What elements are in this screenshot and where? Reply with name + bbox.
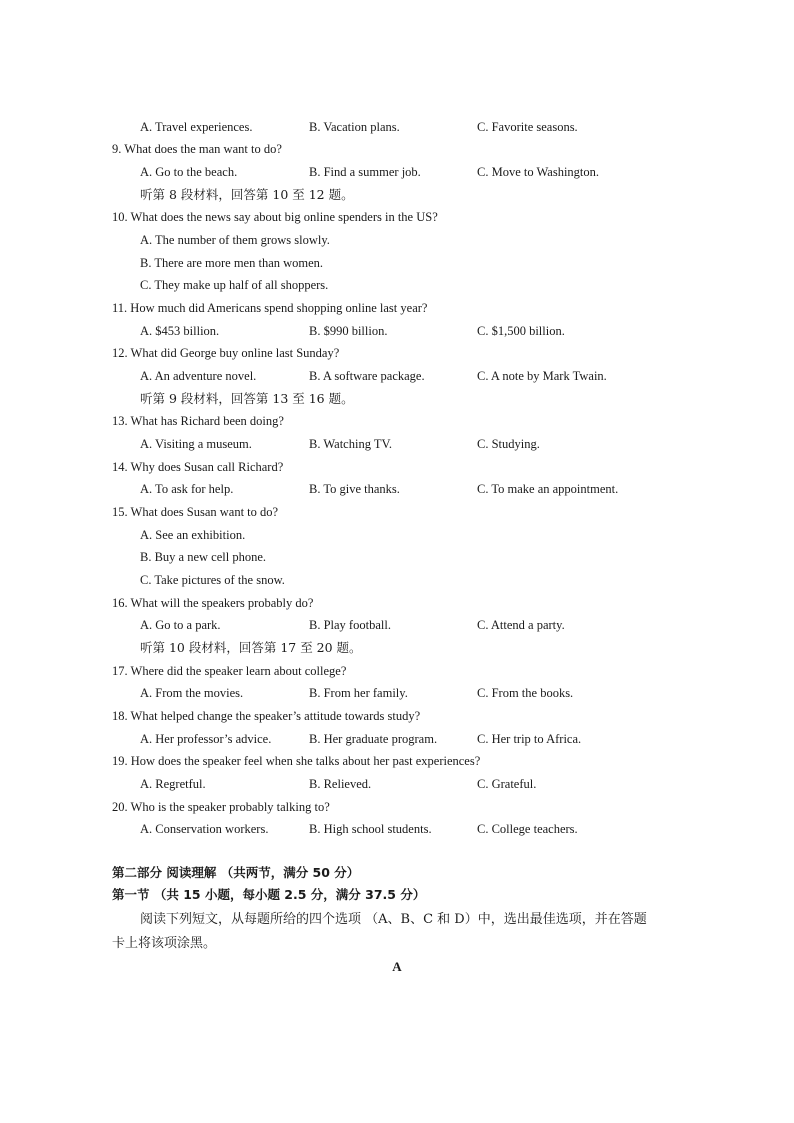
instruction-paragraph-line-1: 阅读下列短文，从每题所给的四个选项 （A、B、C 和 D）中，选出最佳选项，并在答题 xyxy=(140,912,647,927)
q14-option-b: B. To give thanks. xyxy=(309,482,400,496)
q9-option-b: B. Find a summer job. xyxy=(309,165,421,179)
instruction-material-8: 听第 8 段材料，回答第 10 至 12 题。 xyxy=(140,187,354,202)
q20-option-c: C. College teachers. xyxy=(477,822,578,836)
question-18: 18. What helped change the speaker’s attitude towards study? xyxy=(112,709,421,723)
q17-option-b: B. From her family. xyxy=(309,686,408,700)
question-20: 20. Who is the speaker probably talking to? xyxy=(112,800,330,814)
instruction-material-9: 听第 9 段材料，回答第 13 至 16 题。 xyxy=(140,391,354,406)
q19-option-c: C. Grateful. xyxy=(477,777,537,791)
q10-option-b: B. There are more men than women. xyxy=(140,256,324,270)
q13-option-c: C. Studying. xyxy=(477,437,540,451)
q12-option-b: B. A software package. xyxy=(309,369,425,383)
question-9: 9. What does the man want to do? xyxy=(112,142,282,156)
q19-option-b: B. Relieved. xyxy=(309,777,372,791)
q20-option-a: A. Conservation workers. xyxy=(140,822,269,836)
section-1-heading: 第一节 （共 15 小题，每小题 2.5 分，满分 37.5 分） xyxy=(112,887,426,902)
part-2-heading: 第二部分 阅读理解 （共两节，满分 50 分） xyxy=(112,865,360,880)
q17-option-c: C. From the books. xyxy=(477,686,574,700)
q8-option-c: C. Favorite seasons. xyxy=(477,120,578,134)
question-13: 13. What has Richard been doing? xyxy=(112,414,284,428)
q18-option-b: B. Her graduate program. xyxy=(309,732,438,746)
q9-option-a: A. Go to the beach. xyxy=(140,165,238,179)
q14-option-c: C. To make an appointment. xyxy=(477,482,619,496)
q12-option-c: C. A note by Mark Twain. xyxy=(477,369,607,383)
q10-option-c: C. They make up half of all shoppers. xyxy=(140,278,329,292)
q20-option-b: B. High school students. xyxy=(309,822,432,836)
q16-option-a: A. Go to a park. xyxy=(140,618,221,632)
question-16: 16. What will the speakers probably do? xyxy=(112,596,314,610)
q13-option-a: A. Visiting a museum. xyxy=(140,437,252,451)
q18-option-c: C. Her trip to Africa. xyxy=(477,732,582,746)
instruction-paragraph-line-2: 卡上将该项涂黑。 xyxy=(112,936,217,951)
q14-option-a: A. To ask for help. xyxy=(140,482,234,496)
q13-option-b: B. Watching TV. xyxy=(309,437,393,451)
q12-option-a: A. An adventure novel. xyxy=(140,369,257,383)
q15-option-b: B. Buy a new cell phone. xyxy=(140,550,267,564)
q8-option-b: B. Vacation plans. xyxy=(309,120,400,134)
question-15: 15. What does Susan want to do? xyxy=(112,505,279,519)
q18-option-a: A. Her professor’s advice. xyxy=(140,732,272,746)
question-14: 14. Why does Susan call Richard? xyxy=(112,460,284,474)
question-19: 19. How does the speaker feel when she talks about her past experiences? xyxy=(112,754,481,768)
q11-option-b: B. $990 billion. xyxy=(309,324,388,338)
q10-option-a: A. The number of them grows slowly. xyxy=(140,233,330,247)
q15-option-a: A. See an exhibition. xyxy=(140,528,246,542)
q9-option-c: C. Move to Washington. xyxy=(477,165,600,179)
q16-option-b: B. Play football. xyxy=(309,618,391,632)
q15-option-c: C. Take pictures of the snow. xyxy=(140,573,285,587)
q16-option-c: C. Attend a party. xyxy=(477,618,565,632)
q11-option-c: C. $1,500 billion. xyxy=(477,324,565,338)
q8-option-a: A. Travel experiences. xyxy=(140,120,253,134)
q19-option-a: A. Regretful. xyxy=(140,777,206,791)
q11-option-a: A. $453 billion. xyxy=(140,324,220,338)
question-17: 17. Where did the speaker learn about college? xyxy=(112,664,347,678)
passage-label: A xyxy=(392,959,402,974)
instruction-material-10: 听第 10 段材料，回答第 17 至 20 题。 xyxy=(140,640,362,655)
q17-option-a: A. From the movies. xyxy=(140,686,244,700)
question-10: 10. What does the news say about big online spenders in the US? xyxy=(112,210,438,224)
question-12: 12. What did George buy online last Sunday? xyxy=(112,346,340,360)
question-11: 11. How much did Americans spend shopping online last year? xyxy=(112,301,428,315)
